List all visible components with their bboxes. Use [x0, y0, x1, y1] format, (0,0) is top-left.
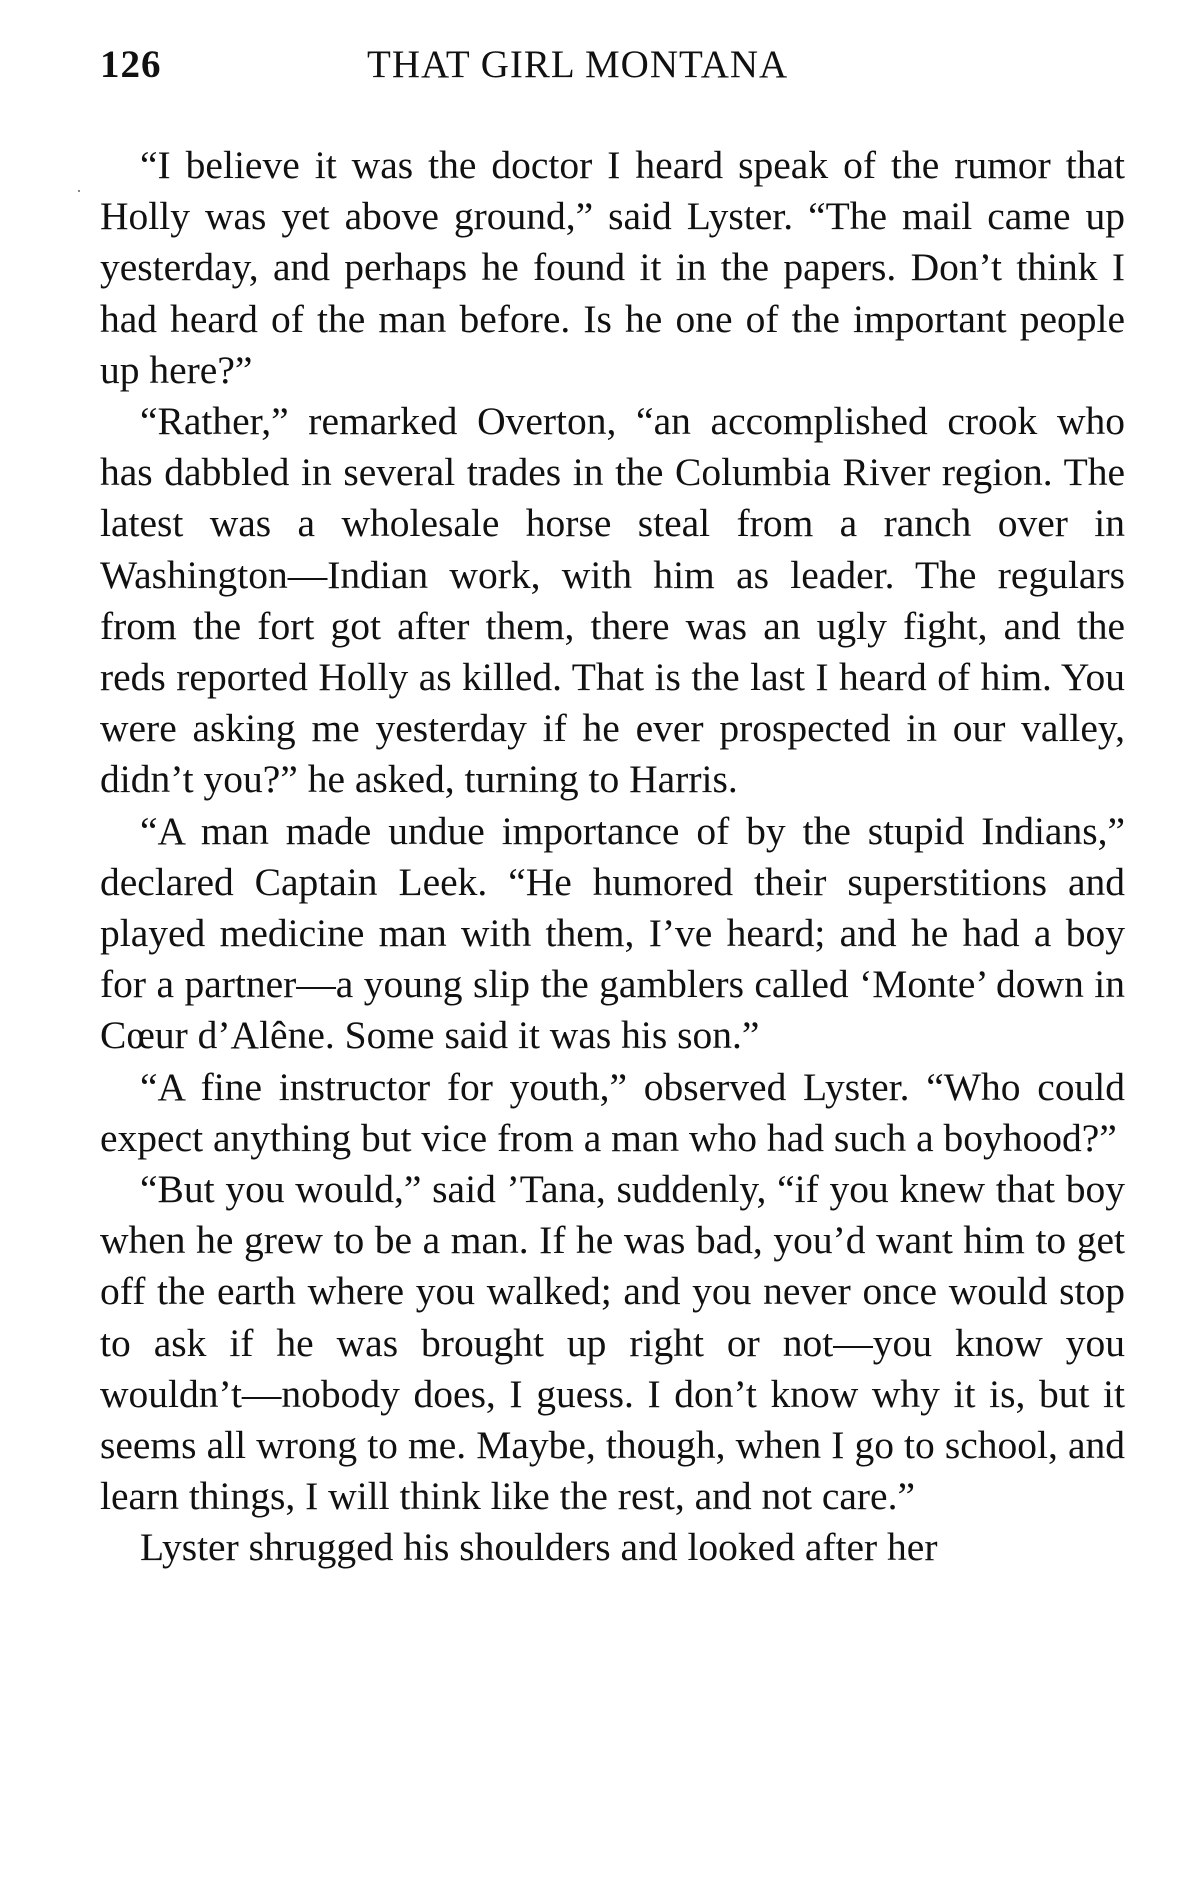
book-page [100, 42, 1125, 1574]
paragraph-tana-response: “But you would,” said ’Tana, suddenly, “if you knew that boy when he grew to be a man. If he was bad, you’d want him to get off the earth where you walked; and you never once would stop to ask if he was brought up right or not—you know you wouldn’t—nobody does, I guess. I don’t know why it is, but it seems all wrong to me. Maybe, though, when I go to school, and learn things, I will think like the rest, and not care.” [100, 1167, 1125, 1519]
scan-speck [78, 190, 80, 192]
paragraph-lyster-youth: “A fine instructor for youth,” observed Lyster. “Who could expect anything but vice from a man who had such a boyhood?” [100, 1064, 1125, 1160]
running-title: THAT GIRL MONTANA [367, 43, 789, 86]
paragraph-lyster-shrug: Lyster shrugged his shoulders and looked after her [140, 1525, 938, 1570]
page-header [100, 42, 1125, 102]
paragraph-overton-reply: “Rather,” remarked Overton, “an accomplished crook who has dabbled in several trades in the Columbia River region. The latest was a wholesale horse steal from a ranch over in Washington—Indian work, with him as leader. The regulars from the fort got after them, there was an ugly fight, and the reds reported Holly as killed. That is the last I heard of him. You were asking me yesterday if he ever prospected in our valley, didn’t you?” he asked, turning to Harris. [100, 399, 1125, 802]
paragraph-captain-leek: “A man made undue importance of by the stupid Indians,” declared Captain Leek. “He humored their superstitions and played medicine man with them, I’ve heard; and he had a boy for a partner—a young slip the gamblers called ‘Monte’ down in Cœur d’Alêne. Some said it was his son.” [100, 808, 1125, 1058]
paragraph-lyster-rumor: “I believe it was the doctor I heard speak of the rumor that Holly was yet above ground,” said Lyster. “The mail came up yesterday, and perhaps he found it in the papers. Don’t think I had heard of the man before. Is he one of the important people up here?” [100, 143, 1125, 392]
page-number: 126 [100, 43, 162, 86]
